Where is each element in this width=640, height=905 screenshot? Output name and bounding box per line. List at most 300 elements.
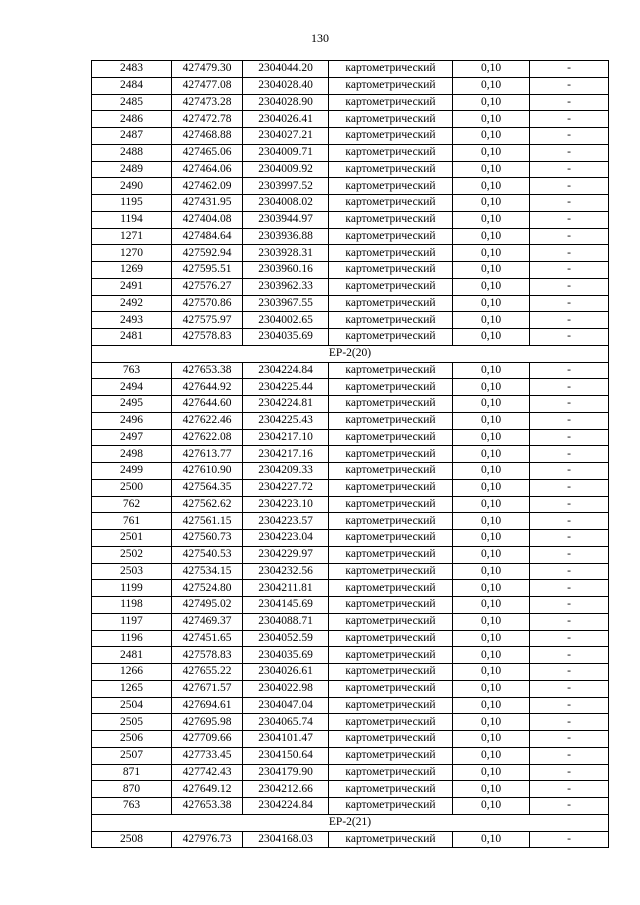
x-coordinate-cell: 427570.86: [172, 295, 243, 312]
method-cell: картометрический: [329, 178, 453, 195]
accuracy-cell: 0,10: [453, 379, 530, 396]
note-cell: -: [530, 613, 609, 630]
method-cell: картометрический: [329, 781, 453, 798]
point-number-cell: 762: [92, 496, 172, 513]
table-row: [92, 697, 609, 714]
method-cell: картометрический: [329, 831, 453, 848]
y-coordinate-cell: 2304209.33: [243, 463, 329, 480]
method-cell: картометрический: [329, 563, 453, 580]
section-row: [92, 814, 609, 831]
point-number-cell: 870: [92, 781, 172, 798]
method-cell: картометрический: [329, 747, 453, 764]
table-row: [92, 77, 609, 94]
method-cell: картометрический: [329, 195, 453, 212]
y-coordinate-cell: 2304223.10: [243, 496, 329, 513]
method-cell: картометрический: [329, 597, 453, 614]
method-cell: картометрический: [329, 144, 453, 161]
accuracy-cell: 0,10: [453, 94, 530, 111]
x-coordinate-cell: 427649.12: [172, 781, 243, 798]
note-cell: -: [530, 312, 609, 329]
point-number-cell: 2500: [92, 479, 172, 496]
accuracy-cell: 0,10: [453, 731, 530, 748]
y-coordinate-cell: 2304035.69: [243, 647, 329, 664]
method-cell: картометрический: [329, 128, 453, 145]
point-number-cell: 2487: [92, 128, 172, 145]
accuracy-cell: 0,10: [453, 111, 530, 128]
x-coordinate-cell: 427462.09: [172, 178, 243, 195]
x-coordinate-cell: 427484.64: [172, 228, 243, 245]
accuracy-cell: 0,10: [453, 530, 530, 547]
page-number: 130: [311, 31, 329, 45]
method-cell: картометрический: [329, 630, 453, 647]
note-cell: -: [530, 429, 609, 446]
note-cell: -: [530, 764, 609, 781]
method-cell: картометрический: [329, 94, 453, 111]
method-cell: картометрический: [329, 77, 453, 94]
method-cell: картометрический: [329, 513, 453, 530]
x-coordinate-cell: 427540.53: [172, 546, 243, 563]
table-row: [92, 329, 609, 346]
y-coordinate-cell: 2303936.88: [243, 228, 329, 245]
point-number-cell: 2499: [92, 463, 172, 480]
x-coordinate-cell: 427578.83: [172, 647, 243, 664]
note-cell: -: [530, 278, 609, 295]
accuracy-cell: 0,10: [453, 613, 530, 630]
table-row: [92, 546, 609, 563]
section-label: ЕР-2(20): [92, 345, 609, 362]
point-number-cell: 2483: [92, 61, 172, 78]
method-cell: картометрический: [329, 211, 453, 228]
table-row: [92, 396, 609, 413]
point-number-cell: 761: [92, 513, 172, 530]
point-number-cell: 2495: [92, 396, 172, 413]
accuracy-cell: 0,10: [453, 329, 530, 346]
point-number-cell: 871: [92, 764, 172, 781]
point-number-cell: 2493: [92, 312, 172, 329]
x-coordinate-cell: 427653.38: [172, 798, 243, 815]
method-cell: картометрический: [329, 798, 453, 815]
y-coordinate-cell: 2304217.10: [243, 429, 329, 446]
point-number-cell: 2484: [92, 77, 172, 94]
table-row: [92, 412, 609, 429]
table-row: [92, 429, 609, 446]
table-row: [92, 664, 609, 681]
method-cell: картометрический: [329, 496, 453, 513]
point-number-cell: 2496: [92, 412, 172, 429]
table-row: [92, 111, 609, 128]
accuracy-cell: 0,10: [453, 463, 530, 480]
y-coordinate-cell: 2304035.69: [243, 329, 329, 346]
y-coordinate-cell: 2304101.47: [243, 731, 329, 748]
note-cell: -: [530, 496, 609, 513]
accuracy-cell: 0,10: [453, 77, 530, 94]
x-coordinate-cell: 427404.08: [172, 211, 243, 228]
point-number-cell: 2492: [92, 295, 172, 312]
y-coordinate-cell: 2304179.90: [243, 764, 329, 781]
point-number-cell: 2508: [92, 831, 172, 848]
point-number-cell: 2497: [92, 429, 172, 446]
note-cell: -: [530, 731, 609, 748]
method-cell: картометрический: [329, 530, 453, 547]
x-coordinate-cell: 427733.45: [172, 747, 243, 764]
y-coordinate-cell: 2304028.90: [243, 94, 329, 111]
y-coordinate-cell: 2304009.71: [243, 144, 329, 161]
y-coordinate-cell: 2303967.55: [243, 295, 329, 312]
method-cell: картометрический: [329, 396, 453, 413]
method-cell: картометрический: [329, 278, 453, 295]
y-coordinate-cell: 2304223.57: [243, 513, 329, 530]
note-cell: -: [530, 747, 609, 764]
point-number-cell: 1270: [92, 245, 172, 262]
y-coordinate-cell: 2304223.04: [243, 530, 329, 547]
y-coordinate-cell: 2304052.59: [243, 630, 329, 647]
method-cell: картометрический: [329, 714, 453, 731]
accuracy-cell: 0,10: [453, 61, 530, 78]
y-coordinate-cell: 2304225.43: [243, 412, 329, 429]
note-cell: -: [530, 647, 609, 664]
x-coordinate-cell: 427472.78: [172, 111, 243, 128]
note-cell: -: [530, 446, 609, 463]
note-cell: -: [530, 798, 609, 815]
x-coordinate-cell: 427578.83: [172, 329, 243, 346]
y-coordinate-cell: 2304008.02: [243, 195, 329, 212]
note-cell: -: [530, 513, 609, 530]
table-row: [92, 362, 609, 379]
method-cell: картометрический: [329, 111, 453, 128]
point-number-cell: 2489: [92, 161, 172, 178]
note-cell: -: [530, 94, 609, 111]
x-coordinate-cell: 427562.62: [172, 496, 243, 513]
x-coordinate-cell: 427560.73: [172, 530, 243, 547]
table-row: [92, 228, 609, 245]
method-cell: картометрический: [329, 463, 453, 480]
point-number-cell: 2486: [92, 111, 172, 128]
table-row: [92, 161, 609, 178]
x-coordinate-cell: 427469.37: [172, 613, 243, 630]
note-cell: -: [530, 362, 609, 379]
note-cell: -: [530, 245, 609, 262]
accuracy-cell: 0,10: [453, 228, 530, 245]
method-cell: картометрический: [329, 329, 453, 346]
point-number-cell: 1196: [92, 630, 172, 647]
table-row: [92, 714, 609, 731]
x-coordinate-cell: 427575.97: [172, 312, 243, 329]
point-number-cell: 2503: [92, 563, 172, 580]
y-coordinate-cell: 2304009.92: [243, 161, 329, 178]
table-row: [92, 211, 609, 228]
accuracy-cell: 0,10: [453, 513, 530, 530]
note-cell: -: [530, 680, 609, 697]
accuracy-cell: 0,10: [453, 262, 530, 279]
note-cell: -: [530, 295, 609, 312]
x-coordinate-cell: 427479.30: [172, 61, 243, 78]
point-number-cell: 2491: [92, 278, 172, 295]
accuracy-cell: 0,10: [453, 312, 530, 329]
y-coordinate-cell: 2303997.52: [243, 178, 329, 195]
x-coordinate-cell: 427742.43: [172, 764, 243, 781]
x-coordinate-cell: 427622.08: [172, 429, 243, 446]
x-coordinate-cell: 427610.90: [172, 463, 243, 480]
method-cell: картометрический: [329, 764, 453, 781]
x-coordinate-cell: 427576.27: [172, 278, 243, 295]
method-cell: картометрический: [329, 362, 453, 379]
table-row: [92, 61, 609, 78]
y-coordinate-cell: 2304225.44: [243, 379, 329, 396]
method-cell: картометрический: [329, 647, 453, 664]
point-number-cell: 1195: [92, 195, 172, 212]
point-number-cell: 1266: [92, 664, 172, 681]
accuracy-cell: 0,10: [453, 580, 530, 597]
y-coordinate-cell: 2304211.81: [243, 580, 329, 597]
table-row: [92, 563, 609, 580]
point-number-cell: 1271: [92, 228, 172, 245]
y-coordinate-cell: 2303960.16: [243, 262, 329, 279]
y-coordinate-cell: 2304044.20: [243, 61, 329, 78]
method-cell: картометрический: [329, 580, 453, 597]
point-number-cell: 2490: [92, 178, 172, 195]
y-coordinate-cell: 2304145.69: [243, 597, 329, 614]
note-cell: -: [530, 781, 609, 798]
note-cell: -: [530, 128, 609, 145]
method-cell: картометрический: [329, 262, 453, 279]
y-coordinate-cell: 2304088.71: [243, 613, 329, 630]
x-coordinate-cell: 427976.73: [172, 831, 243, 848]
table-row: [92, 379, 609, 396]
point-number-cell: 2502: [92, 546, 172, 563]
accuracy-cell: 0,10: [453, 412, 530, 429]
point-number-cell: 1194: [92, 211, 172, 228]
y-coordinate-cell: 2304229.97: [243, 546, 329, 563]
accuracy-cell: 0,10: [453, 597, 530, 614]
x-coordinate-cell: 427655.22: [172, 664, 243, 681]
x-coordinate-cell: 427595.51: [172, 262, 243, 279]
accuracy-cell: 0,10: [453, 714, 530, 731]
y-coordinate-cell: 2303928.31: [243, 245, 329, 262]
point-number-cell: 763: [92, 362, 172, 379]
note-cell: -: [530, 211, 609, 228]
method-cell: картометрический: [329, 613, 453, 630]
x-coordinate-cell: 427477.08: [172, 77, 243, 94]
point-number-cell: 1197: [92, 613, 172, 630]
accuracy-cell: 0,10: [453, 747, 530, 764]
point-number-cell: 2481: [92, 647, 172, 664]
x-coordinate-cell: 427431.95: [172, 195, 243, 212]
method-cell: картометрический: [329, 161, 453, 178]
accuracy-cell: 0,10: [453, 128, 530, 145]
accuracy-cell: 0,10: [453, 630, 530, 647]
x-coordinate-cell: 427473.28: [172, 94, 243, 111]
point-number-cell: 2507: [92, 747, 172, 764]
table-row: [92, 530, 609, 547]
point-number-cell: 2504: [92, 697, 172, 714]
note-cell: -: [530, 178, 609, 195]
accuracy-cell: 0,10: [453, 278, 530, 295]
accuracy-cell: 0,10: [453, 245, 530, 262]
accuracy-cell: 0,10: [453, 680, 530, 697]
x-coordinate-cell: 427653.38: [172, 362, 243, 379]
point-number-cell: 2501: [92, 530, 172, 547]
point-number-cell: 2498: [92, 446, 172, 463]
table-row: [92, 630, 609, 647]
x-coordinate-cell: 427564.35: [172, 479, 243, 496]
point-number-cell: 2494: [92, 379, 172, 396]
method-cell: картометрический: [329, 731, 453, 748]
point-number-cell: 1198: [92, 597, 172, 614]
y-coordinate-cell: 2304217.16: [243, 446, 329, 463]
coordinates-table-body: [92, 61, 609, 848]
point-number-cell: 2505: [92, 714, 172, 731]
note-cell: -: [530, 697, 609, 714]
section-row: [92, 345, 609, 362]
x-coordinate-cell: 427644.92: [172, 379, 243, 396]
note-cell: -: [530, 580, 609, 597]
accuracy-cell: 0,10: [453, 362, 530, 379]
method-cell: картометрический: [329, 446, 453, 463]
method-cell: картометрический: [329, 61, 453, 78]
method-cell: картометрический: [329, 312, 453, 329]
method-cell: картометрический: [329, 295, 453, 312]
note-cell: -: [530, 563, 609, 580]
note-cell: -: [530, 111, 609, 128]
point-number-cell: 2506: [92, 731, 172, 748]
table-row: [92, 128, 609, 145]
accuracy-cell: 0,10: [453, 764, 530, 781]
accuracy-cell: 0,10: [453, 831, 530, 848]
accuracy-cell: 0,10: [453, 295, 530, 312]
y-coordinate-cell: 2304028.40: [243, 77, 329, 94]
x-coordinate-cell: 427465.06: [172, 144, 243, 161]
accuracy-cell: 0,10: [453, 211, 530, 228]
table-row: [92, 597, 609, 614]
method-cell: картометрический: [329, 245, 453, 262]
y-coordinate-cell: 2303944.97: [243, 211, 329, 228]
y-coordinate-cell: 2304150.64: [243, 747, 329, 764]
y-coordinate-cell: 2304047.04: [243, 697, 329, 714]
y-coordinate-cell: 2304227.72: [243, 479, 329, 496]
note-cell: -: [530, 396, 609, 413]
note-cell: -: [530, 61, 609, 78]
note-cell: -: [530, 831, 609, 848]
x-coordinate-cell: 427534.15: [172, 563, 243, 580]
point-number-cell: 1265: [92, 680, 172, 697]
method-cell: картометрический: [329, 379, 453, 396]
y-coordinate-cell: 2304002.65: [243, 312, 329, 329]
note-cell: -: [530, 664, 609, 681]
x-coordinate-cell: 427468.88: [172, 128, 243, 145]
table-row: [92, 647, 609, 664]
note-cell: -: [530, 546, 609, 563]
y-coordinate-cell: 2304065.74: [243, 714, 329, 731]
point-number-cell: 2481: [92, 329, 172, 346]
accuracy-cell: 0,10: [453, 144, 530, 161]
x-coordinate-cell: 427613.77: [172, 446, 243, 463]
method-cell: картометрический: [329, 680, 453, 697]
x-coordinate-cell: 427451.65: [172, 630, 243, 647]
y-coordinate-cell: 2304026.41: [243, 111, 329, 128]
accuracy-cell: 0,10: [453, 546, 530, 563]
point-number-cell: 2485: [92, 94, 172, 111]
accuracy-cell: 0,10: [453, 429, 530, 446]
x-coordinate-cell: 427561.15: [172, 513, 243, 530]
y-coordinate-cell: 2304022.98: [243, 680, 329, 697]
table-row: [92, 446, 609, 463]
accuracy-cell: 0,10: [453, 496, 530, 513]
table-row: [92, 831, 609, 848]
table-row: [92, 463, 609, 480]
note-cell: -: [530, 195, 609, 212]
note-cell: -: [530, 463, 609, 480]
table-row: [92, 195, 609, 212]
table-row: [92, 295, 609, 312]
x-coordinate-cell: 427464.06: [172, 161, 243, 178]
note-cell: -: [530, 329, 609, 346]
point-number-cell: 2488: [92, 144, 172, 161]
note-cell: -: [530, 144, 609, 161]
point-number-cell: 1199: [92, 580, 172, 597]
y-coordinate-cell: 2304224.84: [243, 798, 329, 815]
x-coordinate-cell: 427694.61: [172, 697, 243, 714]
y-coordinate-cell: 2304212.66: [243, 781, 329, 798]
x-coordinate-cell: 427671.57: [172, 680, 243, 697]
table-row: [92, 513, 609, 530]
table-row: [92, 747, 609, 764]
table-row: [92, 781, 609, 798]
table-row: [92, 312, 609, 329]
table-row: [92, 245, 609, 262]
y-coordinate-cell: 2304224.81: [243, 396, 329, 413]
accuracy-cell: 0,10: [453, 195, 530, 212]
accuracy-cell: 0,10: [453, 781, 530, 798]
method-cell: картометрический: [329, 546, 453, 563]
y-coordinate-cell: 2304224.84: [243, 362, 329, 379]
section-label: ЕР-2(21): [92, 814, 609, 831]
accuracy-cell: 0,10: [453, 697, 530, 714]
accuracy-cell: 0,10: [453, 798, 530, 815]
table-row: [92, 278, 609, 295]
table-row: [92, 798, 609, 815]
method-cell: картометрический: [329, 412, 453, 429]
accuracy-cell: 0,10: [453, 161, 530, 178]
table-row: [92, 731, 609, 748]
y-coordinate-cell: 2304232.56: [243, 563, 329, 580]
y-coordinate-cell: 2304027.21: [243, 128, 329, 145]
table-row: [92, 479, 609, 496]
table-row: [92, 680, 609, 697]
note-cell: -: [530, 479, 609, 496]
note-cell: -: [530, 714, 609, 731]
x-coordinate-cell: 427695.98: [172, 714, 243, 731]
accuracy-cell: 0,10: [453, 479, 530, 496]
y-coordinate-cell: 2304168.03: [243, 831, 329, 848]
note-cell: -: [530, 77, 609, 94]
x-coordinate-cell: 427495.02: [172, 597, 243, 614]
x-coordinate-cell: 427644.60: [172, 396, 243, 413]
y-coordinate-cell: 2303962.33: [243, 278, 329, 295]
note-cell: -: [530, 630, 609, 647]
table-row: [92, 178, 609, 195]
table-row: [92, 764, 609, 781]
table-row: [92, 496, 609, 513]
x-coordinate-cell: 427622.46: [172, 412, 243, 429]
table-row: [92, 94, 609, 111]
x-coordinate-cell: 427709.66: [172, 731, 243, 748]
method-cell: картометрический: [329, 228, 453, 245]
note-cell: -: [530, 262, 609, 279]
method-cell: картометрический: [329, 664, 453, 681]
accuracy-cell: 0,10: [453, 446, 530, 463]
accuracy-cell: 0,10: [453, 178, 530, 195]
method-cell: картометрический: [329, 697, 453, 714]
